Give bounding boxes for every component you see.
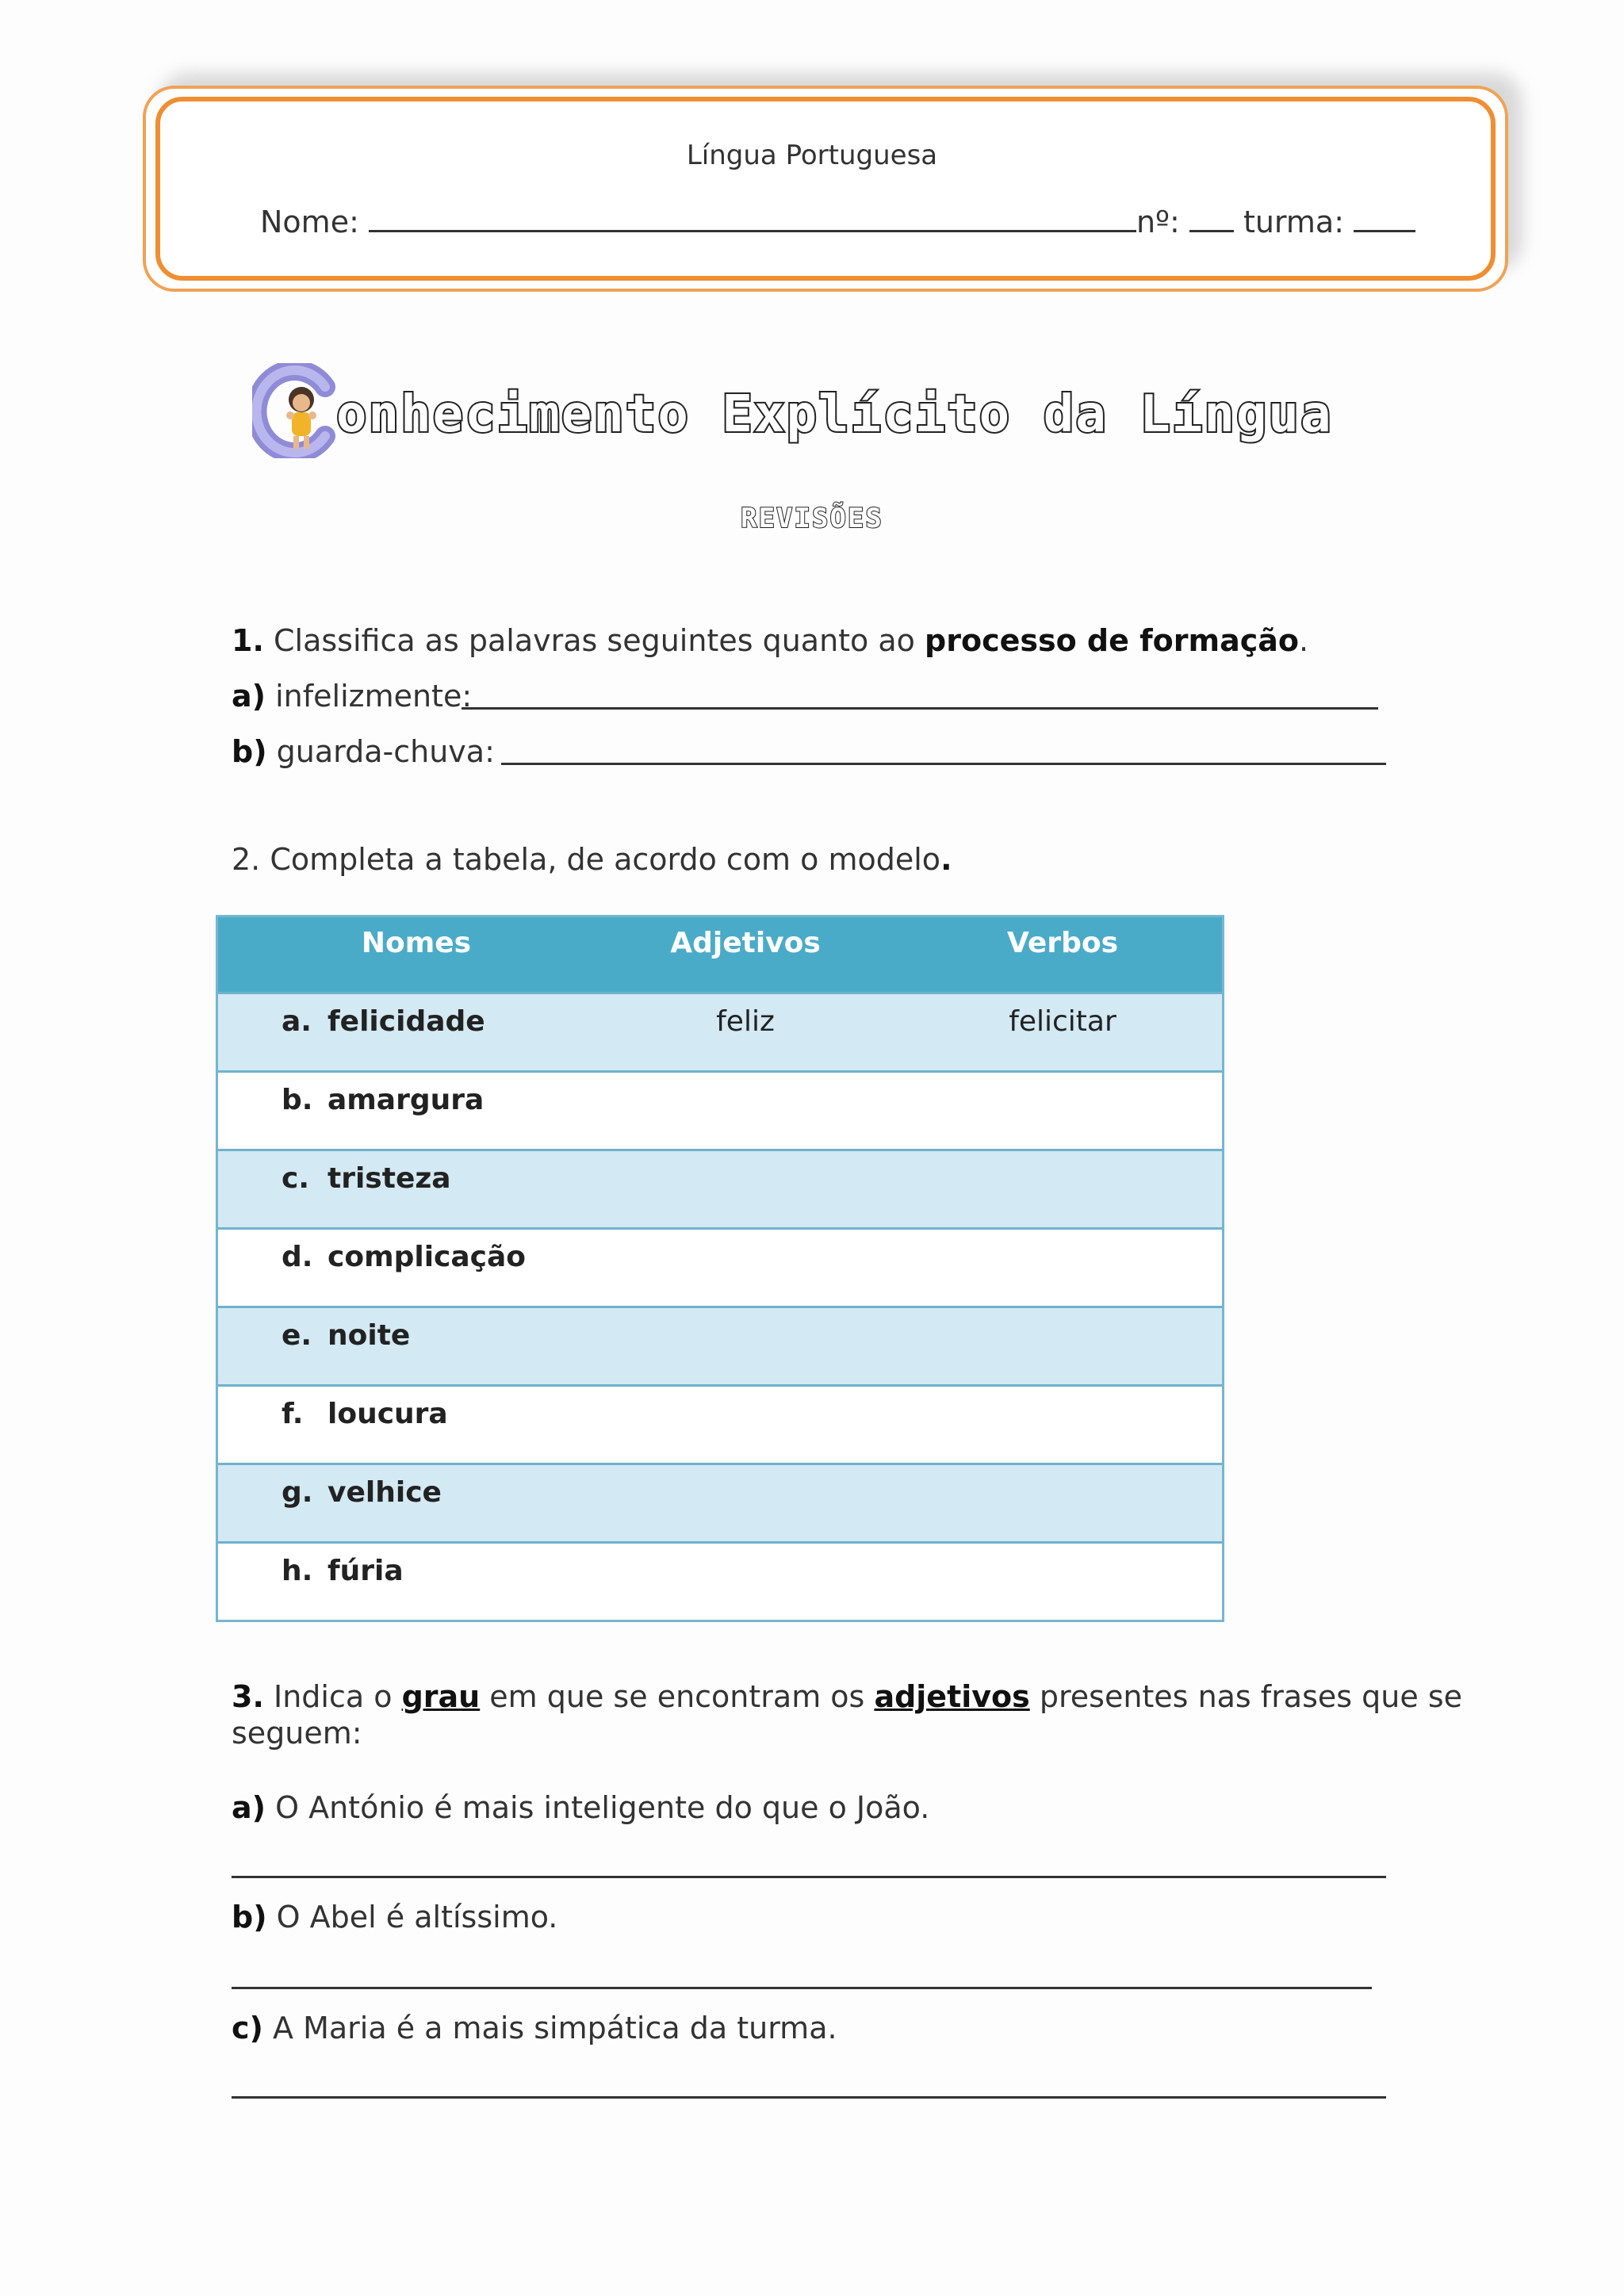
q1-item-b-text: guarda-chuva: [276,734,495,769]
row-noun: noite [327,1319,411,1352]
question-1 [232,623,1308,658]
row-adjective[interactable]: feliz [716,1005,775,1038]
name-blank[interactable] [369,206,1136,232]
q3-item-a-letter: a) [232,1790,266,1825]
row-noun: felicidade [327,1005,485,1038]
q1-item-b-letter: b) [232,734,267,769]
q3-item-b-letter: b) [232,1900,267,1934]
q3-text-1: Indica o [273,1679,393,1714]
row-noun: fúria [327,1555,404,1587]
question-3 [232,1679,1462,1714]
header-nomes: Nomes [361,927,472,959]
q3-item-c [232,2011,837,2045]
q3-item-a [232,1790,929,1825]
word-family-table [216,915,1224,1622]
q1-item-b [232,734,495,769]
table-header [218,917,1222,992]
row-letter: a. [282,1005,312,1038]
row-letter: c. [282,1162,310,1195]
q1-bold: processo de formação [925,623,1300,658]
student-info-row [260,205,1415,239]
class-blank[interactable] [1354,206,1415,232]
q2-text: 2. Completa a tabela, de acordo com o modelo [232,842,941,877]
row-letter: b. [282,1084,313,1116]
worksheet-title: onhecimento Explícito da Língua [336,385,1333,444]
question-2 [232,842,952,877]
table-row [218,1070,1222,1149]
row-letter: e. [282,1319,312,1352]
subject-title: Língua Portuguesa [686,140,938,171]
table-row [218,1384,1222,1463]
header-verbos: Verbos [1007,927,1118,959]
class-label: turma: [1243,205,1344,239]
q1-item-a-letter: a) [232,679,266,714]
q1-answer-line-b[interactable] [501,763,1386,765]
q3-text-2: em que se encontram os [489,1679,865,1714]
q3-item-c-text: A Maria é a mais simpática da turma. [273,2011,837,2045]
row-letter: h. [282,1555,313,1587]
worksheet-subtitle: REVISÕES [741,503,883,534]
q1-number: 1. [232,623,264,658]
q3-answer-line-c[interactable] [232,2096,1386,2099]
header-inner-border [155,97,1496,281]
q3-number: 3. [232,1679,264,1714]
row-letter: g. [282,1476,313,1509]
q3-text-3: presentes nas frases que se [1039,1679,1462,1714]
name-label: Nome: [260,205,359,239]
q3-item-a-text: O António é mais inteligente do que o João. [275,1790,930,1825]
q2-end: . [940,842,952,877]
q3-answer-line-a[interactable] [232,1876,1386,1878]
decorated-initial-c-icon [252,363,339,458]
table-row [218,1463,1222,1541]
row-noun: loucura [327,1398,448,1430]
row-verb[interactable]: felicitar [1009,1005,1116,1038]
row-letter: d. [282,1241,313,1273]
table-row [218,1227,1222,1306]
q3-item-b [232,1900,557,1934]
q3-grau: grau [401,1679,481,1714]
row-noun: complicação [327,1241,527,1273]
q3-item-b-text: O Abel é altíssimo. [276,1900,558,1934]
q1-end: . [1299,623,1309,658]
number-label: nº: [1136,205,1180,239]
q3-item-c-letter: c) [232,2011,263,2045]
row-letter: f. [282,1398,304,1430]
row-noun: amargura [327,1084,485,1116]
q3-answer-line-b[interactable] [232,1987,1372,1989]
table-row [218,1149,1222,1227]
q1-text: Classifica as palavras seguintes quanto ao [273,623,915,658]
q1-item-a-text: infelizmente: [275,679,473,714]
header-adjetivos: Adjetivos [670,927,821,959]
number-blank[interactable] [1189,206,1234,232]
q3-text-4: seguem: [232,1716,362,1751]
row-noun: velhice [327,1476,442,1509]
q1-answer-line-a[interactable] [462,707,1378,710]
q3-adjetivos: adjetivos [874,1679,1030,1714]
table-row [218,1541,1222,1620]
table-row [218,1306,1222,1384]
table-row [218,992,1222,1070]
q1-item-a [232,679,472,714]
row-noun: tristeza [327,1162,451,1195]
